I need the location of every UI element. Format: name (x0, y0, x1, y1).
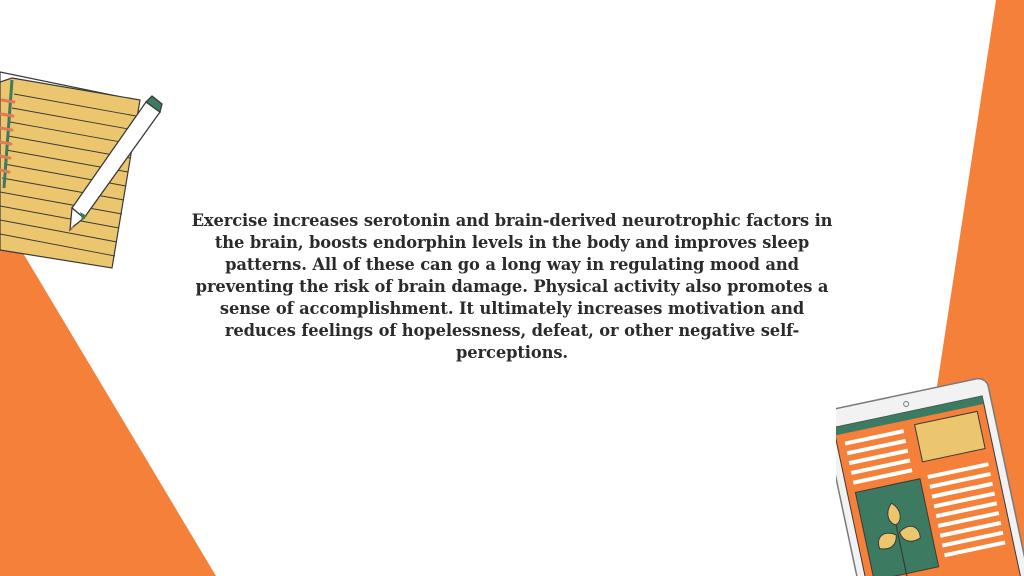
left-orange-triangle (0, 248, 216, 576)
body-paragraph: Exercise increases serotonin and brain-derived neurotrophic factors in the brain, boosts endorphin levels in the body and improves sleep patterns. All of these can go a long way in regulating mood and preventing the risk of brain damage. Physical activity also promotes a sense of accomplishment. It ultimately increases motivation and reduces feelings of hopelessness, defeat, or other negative self-perceptions. (191, 211, 833, 362)
notepad-with-pencil-icon (0, 70, 170, 280)
tablet-with-article-icon (836, 376, 1024, 576)
notepad-page (0, 78, 140, 268)
